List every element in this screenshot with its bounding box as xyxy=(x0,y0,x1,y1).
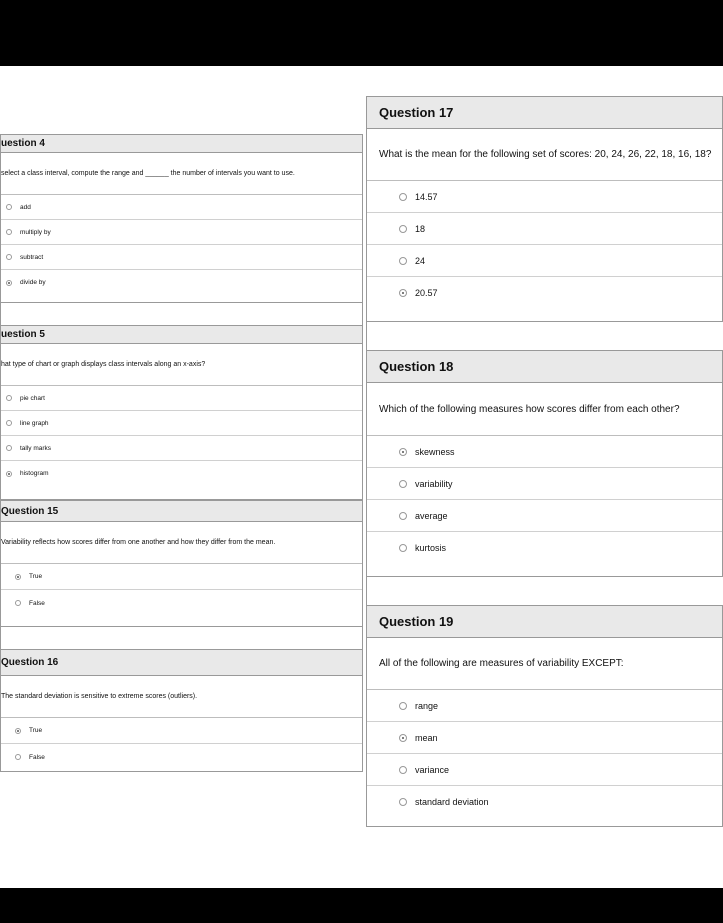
radio-selected-icon[interactable] xyxy=(399,289,407,297)
option-variance[interactable]: variance xyxy=(367,754,722,786)
option-18[interactable]: 18 xyxy=(367,213,722,245)
question-separator xyxy=(0,626,363,650)
option-multiply-by[interactable]: multiply by xyxy=(1,220,362,245)
option-tally-marks[interactable]: tally marks xyxy=(1,436,362,461)
radio-icon[interactable] xyxy=(399,225,407,233)
question-text: Variability reflects how scores differ from one another and how they differ from the mean. xyxy=(1,522,362,564)
option-20-57[interactable]: 20.57 xyxy=(367,277,722,309)
question-18-panel xyxy=(366,350,723,577)
question-4-panel xyxy=(0,134,363,303)
question-text: Which of the following measures how scores differ from each other? xyxy=(367,383,722,436)
option-pie-chart[interactable]: pie chart xyxy=(1,386,362,411)
question-title: Question 19 xyxy=(367,606,722,638)
option-false[interactable]: False xyxy=(1,590,362,616)
radio-icon[interactable] xyxy=(6,204,12,210)
radio-icon[interactable] xyxy=(399,798,407,806)
question-text: hat type of chart or graph displays class intervals along an x-axis? xyxy=(1,344,362,386)
radio-selected-icon[interactable] xyxy=(6,471,12,477)
radio-icon[interactable] xyxy=(6,395,12,401)
question-title: Question 17 xyxy=(367,97,722,129)
radio-icon[interactable] xyxy=(399,193,407,201)
question-separator xyxy=(366,576,723,606)
question-text: The standard deviation is sensitive to extreme scores (outliers). xyxy=(1,676,362,718)
option-standard-deviation[interactable]: standard deviation xyxy=(367,786,722,818)
option-range[interactable]: range xyxy=(367,690,722,722)
option-14-57[interactable]: 14.57 xyxy=(367,181,722,213)
option-false[interactable]: False xyxy=(1,744,362,770)
question-19-panel xyxy=(366,605,723,827)
question-text: What is the mean for the following set of scores: 20, 24, 26, 22, 18, 16, 18? xyxy=(367,129,722,181)
option-24[interactable]: 24 xyxy=(367,245,722,277)
option-average[interactable]: average xyxy=(367,500,722,532)
option-kurtosis[interactable]: kurtosis xyxy=(367,532,722,564)
question-title: Question 18 xyxy=(367,351,722,383)
option-true[interactable]: True xyxy=(1,564,362,590)
question-17-panel xyxy=(366,96,723,322)
radio-icon[interactable] xyxy=(6,229,12,235)
option-line-graph[interactable]: line graph xyxy=(1,411,362,436)
radio-icon[interactable] xyxy=(6,445,12,451)
question-text: select a class interval, compute the range and ______ the number of intervals you want to use. xyxy=(1,153,362,195)
radio-icon[interactable] xyxy=(15,600,21,606)
radio-icon[interactable] xyxy=(399,480,407,488)
radio-icon[interactable] xyxy=(399,512,407,520)
radio-selected-icon[interactable] xyxy=(15,728,21,734)
question-separator xyxy=(0,302,363,326)
option-skewness[interactable]: skewness xyxy=(367,436,722,468)
radio-icon[interactable] xyxy=(399,257,407,265)
question-5-panel xyxy=(0,325,363,500)
radio-selected-icon[interactable] xyxy=(399,448,407,456)
question-title: Question 15 xyxy=(1,501,362,522)
question-15-panel xyxy=(0,500,363,627)
question-separator xyxy=(366,321,723,351)
option-variability[interactable]: variability xyxy=(367,468,722,500)
radio-icon[interactable] xyxy=(399,702,407,710)
option-true[interactable]: True xyxy=(1,718,362,744)
bottom-black-bar xyxy=(0,888,723,923)
radio-icon[interactable] xyxy=(6,420,12,426)
question-16-panel xyxy=(0,649,363,772)
top-black-bar xyxy=(0,0,723,66)
radio-icon[interactable] xyxy=(6,254,12,260)
question-title: uestion 4 xyxy=(1,135,362,153)
question-title: Question 16 xyxy=(1,650,362,676)
question-text: All of the following are measures of variability EXCEPT: xyxy=(367,638,722,690)
option-histogram[interactable]: histogram xyxy=(1,461,362,486)
radio-icon[interactable] xyxy=(399,544,407,552)
radio-selected-icon[interactable] xyxy=(15,574,21,580)
radio-icon[interactable] xyxy=(399,766,407,774)
radio-selected-icon[interactable] xyxy=(399,734,407,742)
option-divide-by[interactable]: divide by xyxy=(1,270,362,295)
radio-selected-icon[interactable] xyxy=(6,280,12,286)
question-title: uestion 5 xyxy=(1,326,362,344)
option-add[interactable]: add xyxy=(1,195,362,220)
option-mean[interactable]: mean xyxy=(367,722,722,754)
option-subtract[interactable]: subtract xyxy=(1,245,362,270)
radio-icon[interactable] xyxy=(15,754,21,760)
